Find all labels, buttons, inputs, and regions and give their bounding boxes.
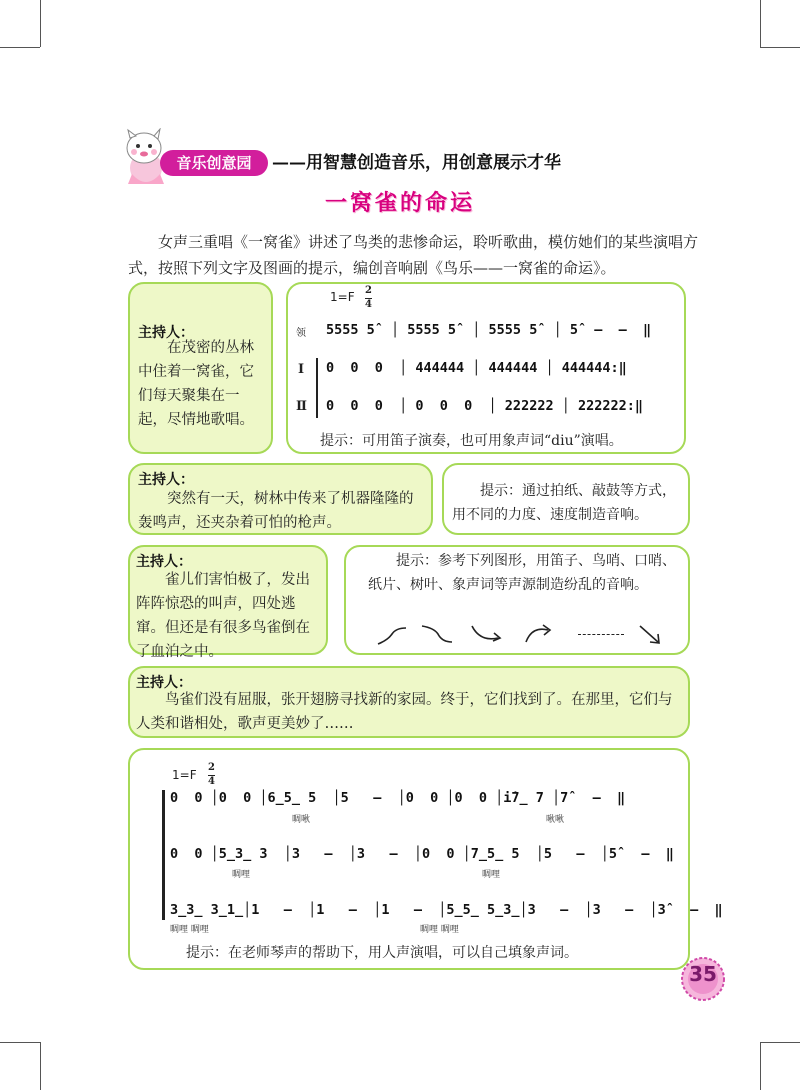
header-tagline: ——用智慧创造音乐，用创意展示才华 xyxy=(272,153,561,173)
page-number: 35 xyxy=(689,962,717,986)
part-label-lead: 领 xyxy=(296,328,306,339)
tip-1: 提示：可用笛子演奏，也可用象声词“diu”演唱。 xyxy=(320,433,623,449)
sound-shape-dip-icon xyxy=(420,622,456,646)
tip-3: 提示：参考下列图形，用笛子、鸟哨、口哨、纸片、树叶、象声词等声源制造纷乱的音响。 xyxy=(368,553,676,593)
meter-top: 2 xyxy=(365,285,372,296)
score-line-middle: 0 0 │5̲3̲ 3 │3 – │3 – │0 0 │7̲5̲ 5 │5 – │5̂ – ‖ xyxy=(170,846,674,862)
crop-mark xyxy=(40,0,41,47)
sound-shape-wave-icon xyxy=(376,624,412,648)
crop-mark xyxy=(760,47,800,48)
meter-top: 2 xyxy=(208,762,215,773)
host-label: 主持人： xyxy=(138,325,194,341)
host-label: 主持人： xyxy=(136,554,192,570)
intro-paragraph: 女声三重唱《一窝雀》讲述了鸟类的悲惨命运，聆听歌曲，模仿她们的某些演唱方式，按照下列文字及图画的提示，编创音响剧《鸟乐——一窝雀的命运》。 xyxy=(128,233,699,277)
system-bracket xyxy=(162,790,165,920)
crop-mark xyxy=(760,0,761,47)
score-line-upper: 0 0 │0 0 │6̲5̲ 5 │5 – │0 0 │0 0 │i̇7̲ 7 │7̂ – ‖ xyxy=(170,790,626,806)
tip-5: 提示：在老师琴声的帮助下，用人声演唱，可以自己填象声词。 xyxy=(186,945,578,961)
lyric: 啾啾 xyxy=(546,815,565,825)
lyric: 啁哩 啁哩 xyxy=(170,925,209,935)
key-signature: 1=F xyxy=(172,768,197,782)
sound-shape-curve-arrow-down-icon xyxy=(470,622,506,646)
host-text: 在茂密的丛林中住着一窝雀，它们每天聚集在一起，尽情地歌唱。 xyxy=(138,340,254,428)
host-text: 鸟雀们没有屈服，张开翅膀寻找新的家园。终于，它们找到了。在那里，它们与人类和谐相处，歌声更美妙了…… xyxy=(136,692,673,732)
lyric: 啁哩 啁哩 xyxy=(420,925,459,935)
score-line-1: 0 0 0 │ 444444 │ 444444 │ 444444:‖ xyxy=(326,360,627,376)
system-bracket xyxy=(316,358,318,418)
part-label-2: Ⅱ xyxy=(296,399,307,414)
score-line-lead: 5555 5̂ │ 5555 5̂ │ 5555 5̂ │ 5̂ – – ‖ xyxy=(326,322,652,338)
host-label: 主持人： xyxy=(138,472,194,488)
section-badge: 音乐创意园 xyxy=(160,150,268,176)
host-text: 突然有一天，树林中传来了机器隆隆的轰鸣声，还夹杂着可怕的枪声。 xyxy=(138,491,414,531)
crop-mark xyxy=(0,47,40,48)
sound-shape-dashes xyxy=(578,634,624,635)
lyric: 啁啾 xyxy=(292,815,311,825)
meter-bottom: 4 xyxy=(365,299,372,310)
tip-2: 提示：通过拍纸、敲鼓等方式，用不同的力度、速度制造音响。 xyxy=(452,483,676,523)
sound-shape-curve-arrow-up-icon xyxy=(522,622,558,646)
lyric: 啁哩 xyxy=(482,870,501,880)
key-signature: 1=F xyxy=(330,290,355,304)
crop-mark xyxy=(760,1042,761,1090)
sound-shape-arrow-icon xyxy=(636,622,664,646)
crop-mark xyxy=(40,1042,41,1090)
host-label: 主持人： xyxy=(136,675,192,691)
lyric: 啁哩 xyxy=(232,870,251,880)
score-line-lower: 3̲3̲ 3̲1̲│1 – │1 – │1 – │5̲5̲ 5̲3̲│3 – │3 – │3̂ – ‖ xyxy=(170,902,723,918)
page-title: 一窝雀的命运 xyxy=(324,190,475,216)
crop-mark xyxy=(0,1042,40,1043)
meter-bottom: 4 xyxy=(208,776,215,787)
crop-mark xyxy=(760,1042,800,1043)
host-text: 雀儿们害怕极了，发出阵阵惊恐的叫声，四处逃窜。但还是有很多鸟雀倒在了血泊之中。 xyxy=(136,572,310,660)
score-line-2: 0 0 0 │ 0 0 0 │ 222222 │ 222222:‖ xyxy=(326,398,643,414)
part-label-1: Ⅰ xyxy=(298,362,305,377)
